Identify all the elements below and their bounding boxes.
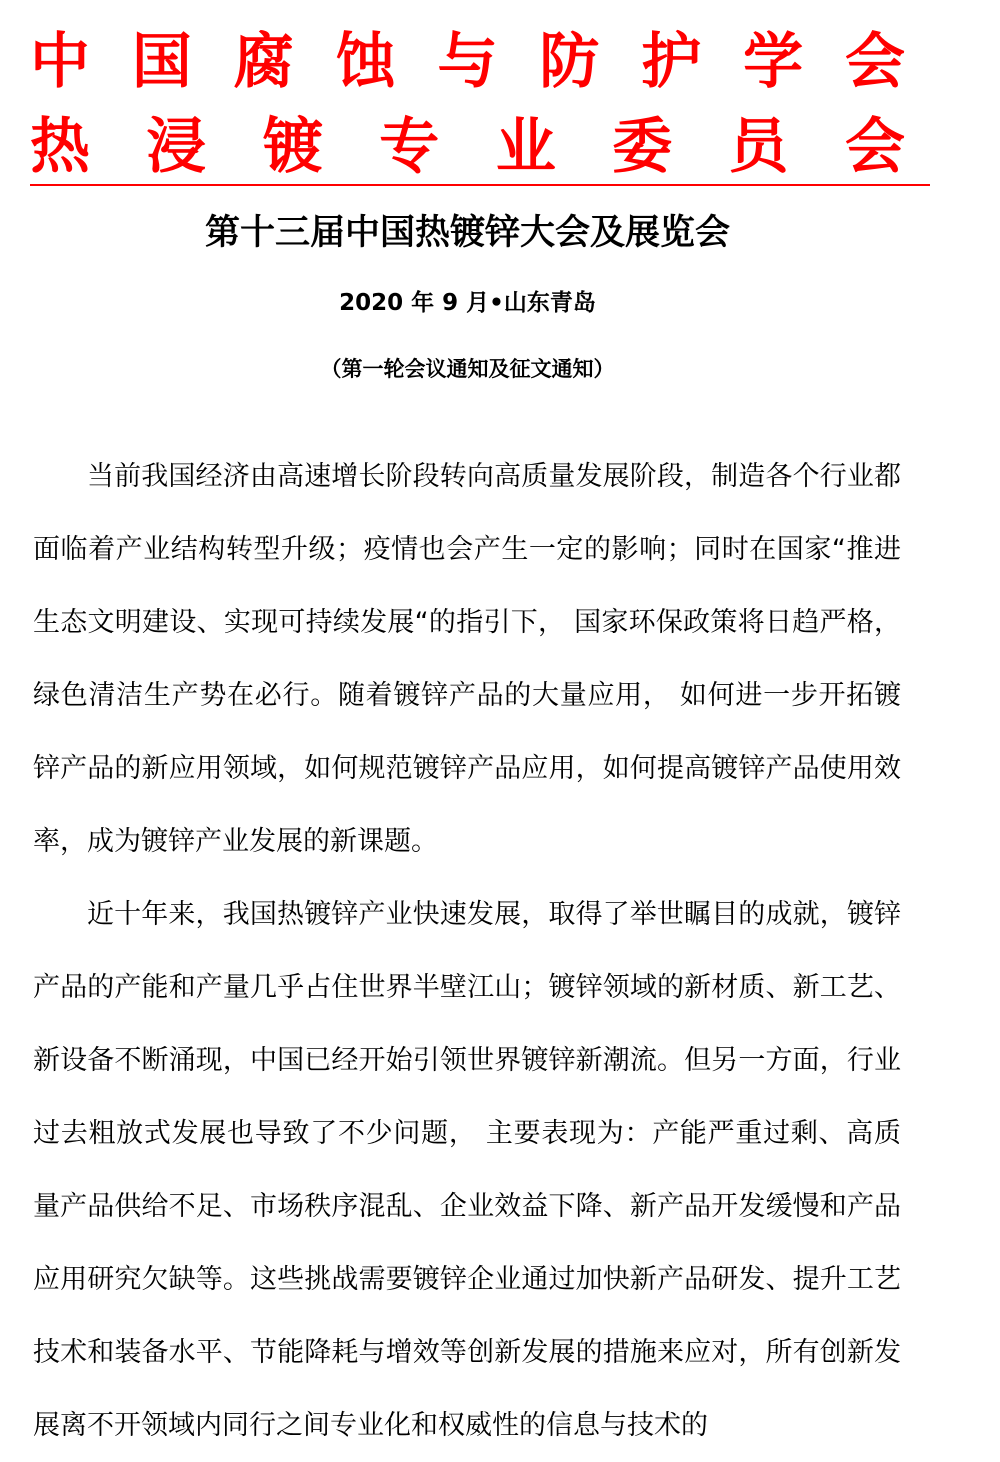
org-char: 委 [612, 112, 673, 182]
org-char: 浸 [146, 112, 207, 182]
org-char: 防 [539, 27, 600, 97]
org-char: 热 [30, 112, 90, 182]
org-char: 业 [495, 112, 556, 182]
org-char: 镀 [262, 112, 323, 182]
header-divider [30, 184, 930, 186]
document-body [33, 440, 901, 1462]
org-char: 专 [379, 112, 440, 182]
org-char: 与 [437, 27, 498, 97]
organization-name-line-1 [30, 27, 905, 97]
document-date-location: 2020 年 9 月•山东青岛 [339, 290, 596, 316]
org-char: 蚀 [335, 27, 396, 97]
org-char: 学 [743, 27, 804, 97]
org-char: 会 [845, 27, 905, 97]
document-title: 第十三届中国热镀锌大会及展览会 [204, 213, 730, 253]
org-char: 护 [641, 27, 702, 97]
document-notice-type: （第一轮会议通知及征文通知） [320, 357, 615, 381]
body-paragraph: 近十年来，我国热镀锌产业快速发展，取得了举世瞩目的成就，镀锌产品的产能和产量几乎占住世界半壁江山；镀锌领域的新材质、新工艺、新设备不断涌现，中国已经开始引领世界镀锌新潮流。但另一方面，行业过去粗放式发展也导致了不少问题， 主要表现为：产能严重过剩、高质量产品供给不足、市场秩序混乱、企业效益下降、新产品开发缓慢和产品应用研究欠缺等。这些挑战需要镀锌企业通过加快新产品研发、提升工艺技术和装备水平、节能降耗与增效等创新发展的措施来应对，所有创新发展离不开领域内同行之间专业化和权威性的信息与技术的 [33, 899, 901, 1441]
org-char: 腐 [233, 27, 294, 97]
org-char: 中 [30, 27, 90, 97]
org-char: 会 [844, 112, 905, 182]
organization-name-line-2 [30, 112, 905, 182]
org-char: 员 [728, 112, 789, 182]
org-char: 国 [131, 27, 192, 97]
body-paragraph: 当前我国经济由高速增长阶段转向高质量发展阶段，制造各个行业都面临着产业结构转型升级；疫情也会产生一定的影响；同时在国家“推进生态文明建设、实现可持续发展“的指引下， 国家环保政策将日趋严格， 绿色清洁生产势在必行。随着镀锌产品的大量应用， 如何进一步开拓镀锌产品的新应用领域，如何规范镀锌产品应用，如何提高镀锌产品使用效率，成为镀锌产业发展的新课题。 [33, 461, 901, 857]
